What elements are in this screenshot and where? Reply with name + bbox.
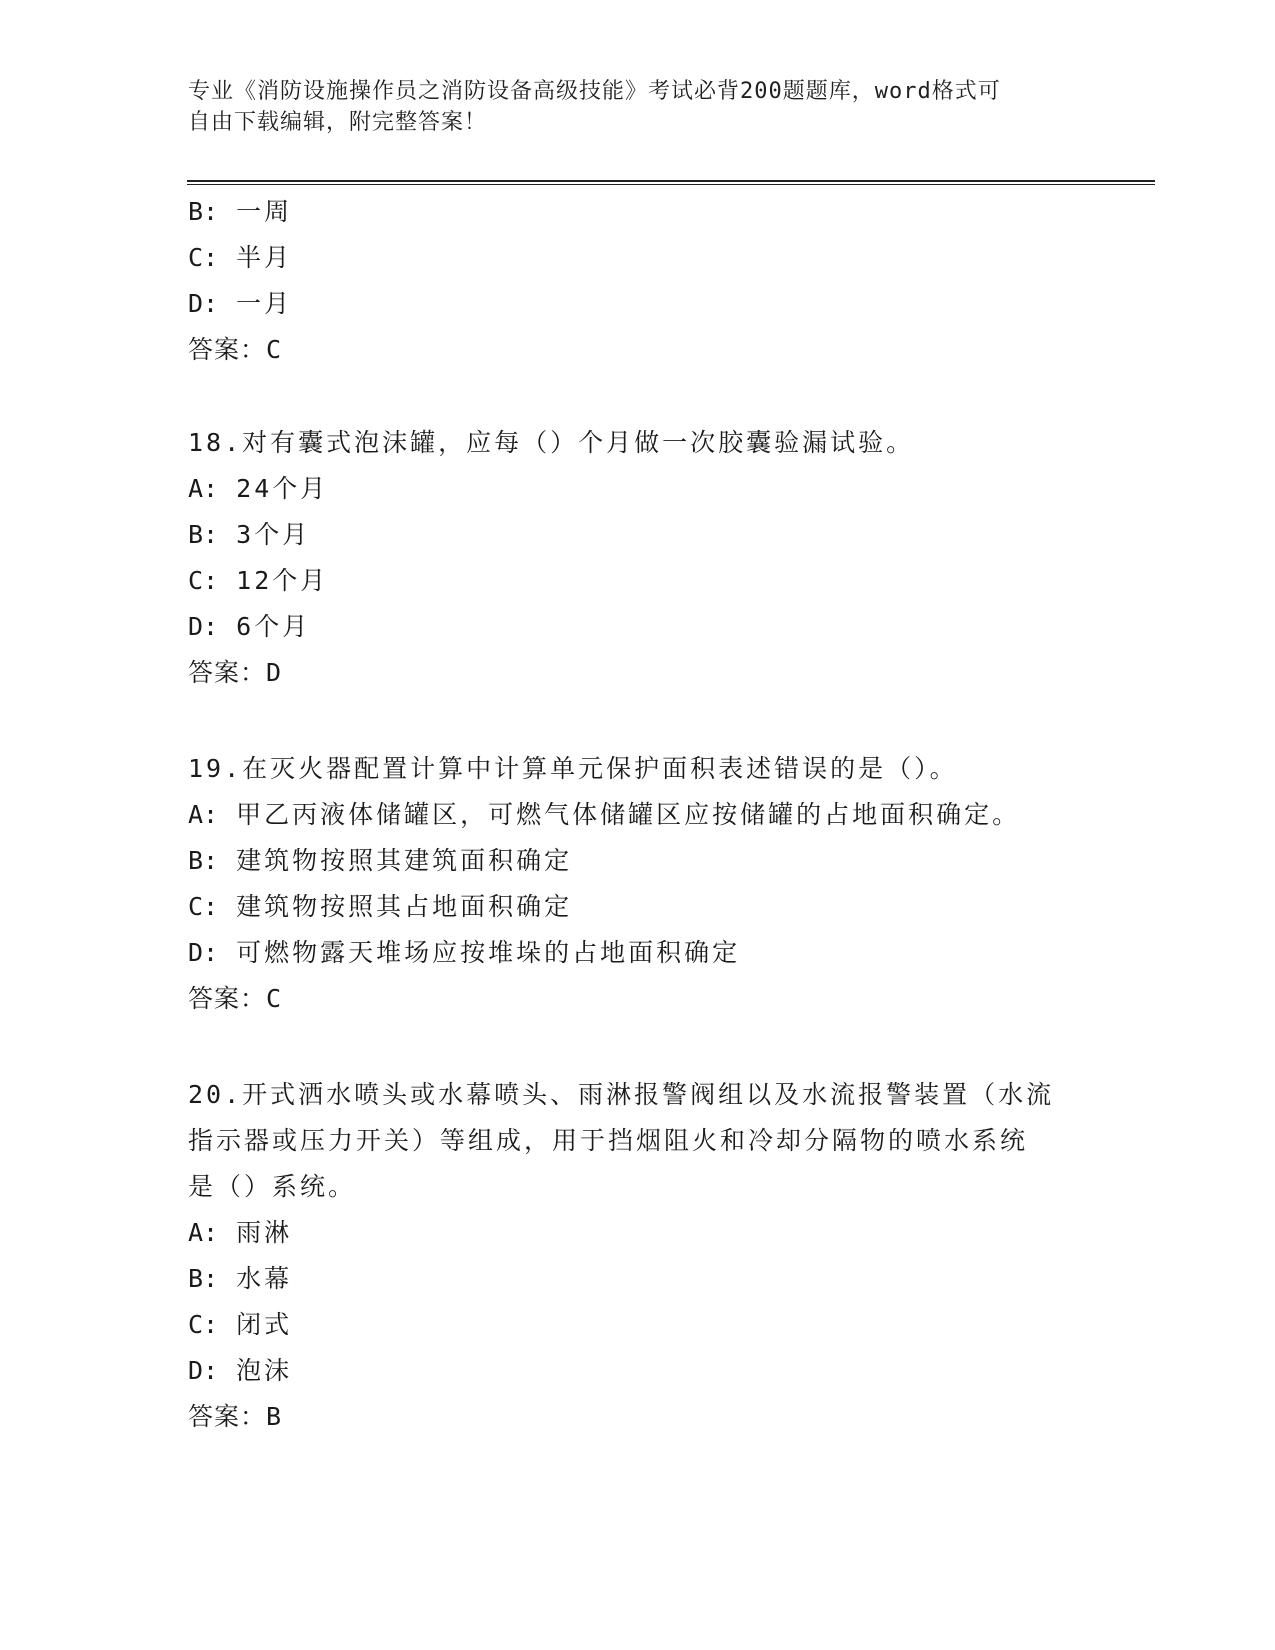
- question-stem: [188, 420, 1088, 466]
- header-rule-thick: [187, 180, 1155, 182]
- stem-line: 是（）系统。: [188, 1172, 357, 1201]
- option-c: C: 建筑物按照其占地面积确定: [188, 892, 573, 921]
- option-b: B: 3个月: [188, 520, 311, 549]
- option-c: C: 12个月: [188, 566, 329, 595]
- stem-line: 20.开式洒水喷头或水幕喷头、雨淋报警阀组以及水流报警装置（水流: [188, 1080, 1055, 1109]
- answer-line: 答案：C: [188, 335, 283, 364]
- question-stem: [188, 1072, 1088, 1210]
- header-rule-thin: [187, 184, 1155, 185]
- header-line-2: 自由下载编辑，附完整答案！: [188, 110, 488, 135]
- answer-line: 答案：B: [188, 1402, 283, 1431]
- option-c: C: 半月: [188, 243, 293, 272]
- option-b: B: 水幕: [188, 1264, 293, 1293]
- stem-line: 19.在灭火器配置计算中计算单元保护面积表述错误的是（）。: [188, 754, 958, 783]
- stem-line: 18.对有囊式泡沫罐，应每（）个月做一次胶囊验漏试验。: [188, 428, 915, 457]
- question-17-continuation: [188, 189, 1088, 373]
- option-a: A: 雨淋: [188, 1218, 293, 1247]
- stem-line: 指示器或压力开关）等组成，用于挡烟阻火和冷却分隔物的喷水系统: [188, 1126, 1029, 1155]
- option-d: D: 泡沫: [188, 1356, 293, 1385]
- option-c: C: 闭式: [188, 1310, 293, 1339]
- option-d: D: 可燃物露天堆场应按堆垛的占地面积确定: [188, 938, 741, 967]
- option-d: D: 6个月: [188, 612, 311, 641]
- option-a: A: 甲乙丙液体储罐区，可燃气体储罐区应按储罐的占地面积确定。: [188, 800, 1021, 829]
- answer-line: 答案：D: [188, 658, 283, 687]
- answer-line: 答案：C: [188, 984, 283, 1013]
- option-d: D: 一月: [188, 289, 293, 318]
- question-20: [188, 1072, 1088, 1440]
- question-list: [188, 189, 1088, 1440]
- question-19: [188, 746, 1088, 1022]
- option-a: A: 24个月: [188, 474, 329, 503]
- option-b: B: 一周: [188, 197, 293, 226]
- question-stem: [188, 746, 1088, 792]
- page-header: [188, 76, 1068, 138]
- question-18: [188, 420, 1088, 696]
- option-b: B: 建筑物按照其建筑面积确定: [188, 846, 573, 875]
- header-line-1: 专业《消防设施操作员之消防设备高级技能》考试必背200题题库，word格式可: [188, 79, 1001, 104]
